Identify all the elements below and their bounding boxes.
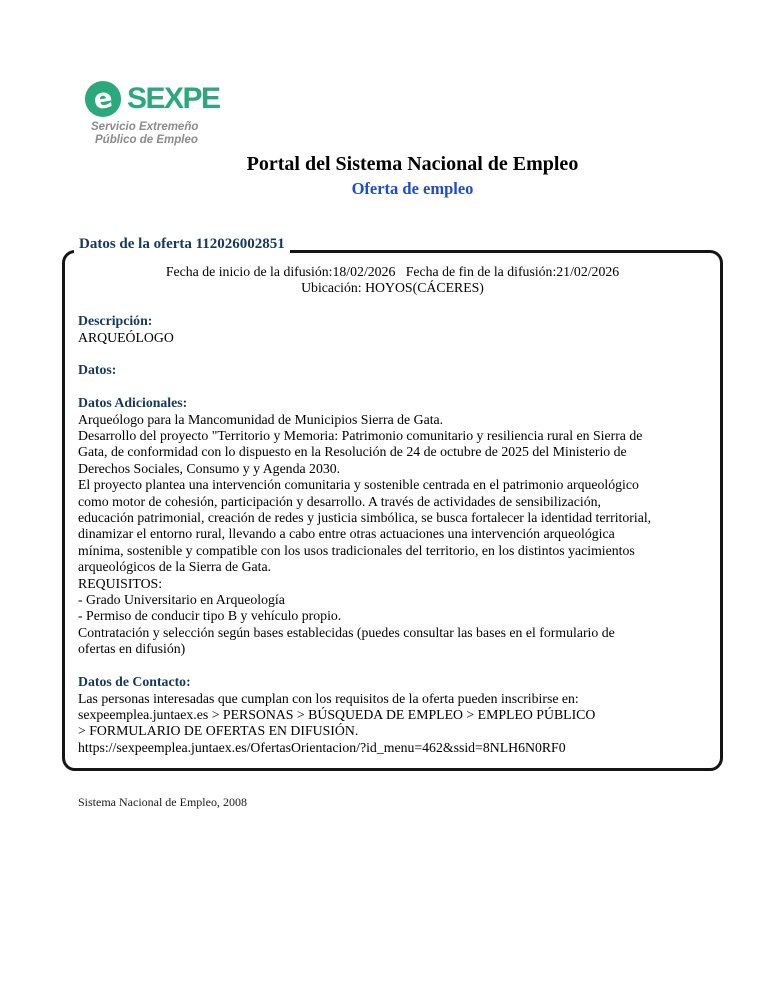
svg-text:e: e bbox=[91, 81, 115, 117]
text-line: El proyecto plantea una intervención comunitaria y sostenible centrada en el patrimonio arqueológico bbox=[78, 477, 639, 493]
title-block bbox=[0, 152, 773, 199]
logo-tagline bbox=[91, 121, 220, 147]
section-heading-datos-contacto: Datos de Contacto: bbox=[78, 674, 191, 690]
descripcion-value: ARQUEÓLOGO bbox=[78, 329, 174, 345]
offer-url: https://sexpeemplea.juntaex.es/OfertasOrientacion/?id_menu=462&ssid=8NLH6N0RF0 bbox=[78, 739, 566, 755]
page-title: Portal del Sistema Nacional de Empleo bbox=[246, 153, 579, 175]
spacer bbox=[78, 346, 707, 362]
contact-path-line: > FORMULARIO DE OFERTAS EN DIFUSIÓN. bbox=[78, 723, 359, 739]
text-line: arqueológicos de la Sierra de Gata. bbox=[78, 559, 272, 575]
logo-tagline-line2: Público de Empleo bbox=[95, 134, 198, 146]
diffusion-location: Ubicación: HOYOS(CÁCERES) bbox=[301, 280, 484, 296]
text-line: Desarrollo del proyecto "Territorio y Memoria: Patrimonio comunitario y resiliencia rural en Sierra de bbox=[78, 428, 643, 444]
text-line: como motor de cohesión, participación y desarrollo. A través de actividades de sensibilización, bbox=[78, 493, 601, 509]
sexpe-e-icon bbox=[84, 80, 122, 118]
text-line: REQUISITOS: bbox=[78, 575, 163, 591]
spacer bbox=[78, 379, 707, 395]
text-line: dinamizar el entorno rural, llevando a cabo entre otras actuaciones una intervención arqueológica bbox=[78, 526, 615, 542]
logo-brand-text: SEXPE bbox=[127, 82, 220, 115]
spacer bbox=[78, 297, 707, 313]
sexpe-logo bbox=[84, 80, 220, 147]
text-line: Derechos Sociales, Consumo y y Agenda 2030. bbox=[78, 460, 341, 476]
page-subtitle: Oferta de empleo bbox=[351, 179, 474, 198]
offer-box-legend: Datos de la oferta 112026002851 bbox=[74, 235, 290, 253]
section-heading-datos: Datos: bbox=[78, 362, 117, 378]
section-heading-descripcion: Descripción: bbox=[78, 313, 153, 329]
text-line: educación patrimonial, creación de redes y justicia simbólica, se busca fortalecer la identidad territorial, bbox=[78, 510, 652, 526]
contact-path-line: sexpeemplea.juntaex.es > PERSONAS > BÚSQUEDA DE EMPLEO > EMPLEO PÚBLICO bbox=[78, 706, 596, 722]
logo-tagline-line1: Servicio Extremeño bbox=[91, 121, 199, 133]
diffusion-dates: Fecha de inicio de la difusión:18/02/2026 Fecha de fin de la difusión:21/02/2026 bbox=[165, 264, 620, 279]
text-line: Arqueólogo para la Mancomunidad de Municipios Sierra de Gata. bbox=[78, 411, 444, 427]
spacer bbox=[78, 658, 707, 674]
text-line: mínima, sostenible y compatible con los usos tradicionales del territorio, en los distintos yacimientos bbox=[78, 542, 635, 558]
contact-line: Las personas interesadas que cumplan con los requisitos de la oferta pueden inscribirse en: bbox=[78, 690, 579, 706]
text-line: - Permiso de conducir tipo B y vehículo propio. bbox=[78, 608, 342, 624]
text-line: Contratación y selección según bases establecidas (puedes consultar las bases en el formulario de bbox=[78, 624, 615, 640]
diffusion-header bbox=[78, 264, 707, 297]
text-line: ofertas en difusión) bbox=[78, 641, 186, 657]
section-heading-datos-adicionales: Datos Adicionales: bbox=[78, 395, 188, 411]
offer-box bbox=[62, 250, 723, 771]
text-line: - Grado Universitario en Arqueología bbox=[78, 592, 285, 608]
footer-text: Sistema Nacional de Empleo, 2008 bbox=[78, 795, 247, 809]
text-line: Gata, de conformidad con lo dispuesto en la Resolución de 24 de octubre de 2025 del Ministerio de bbox=[78, 444, 627, 460]
datos-adicionales-text bbox=[78, 412, 707, 658]
